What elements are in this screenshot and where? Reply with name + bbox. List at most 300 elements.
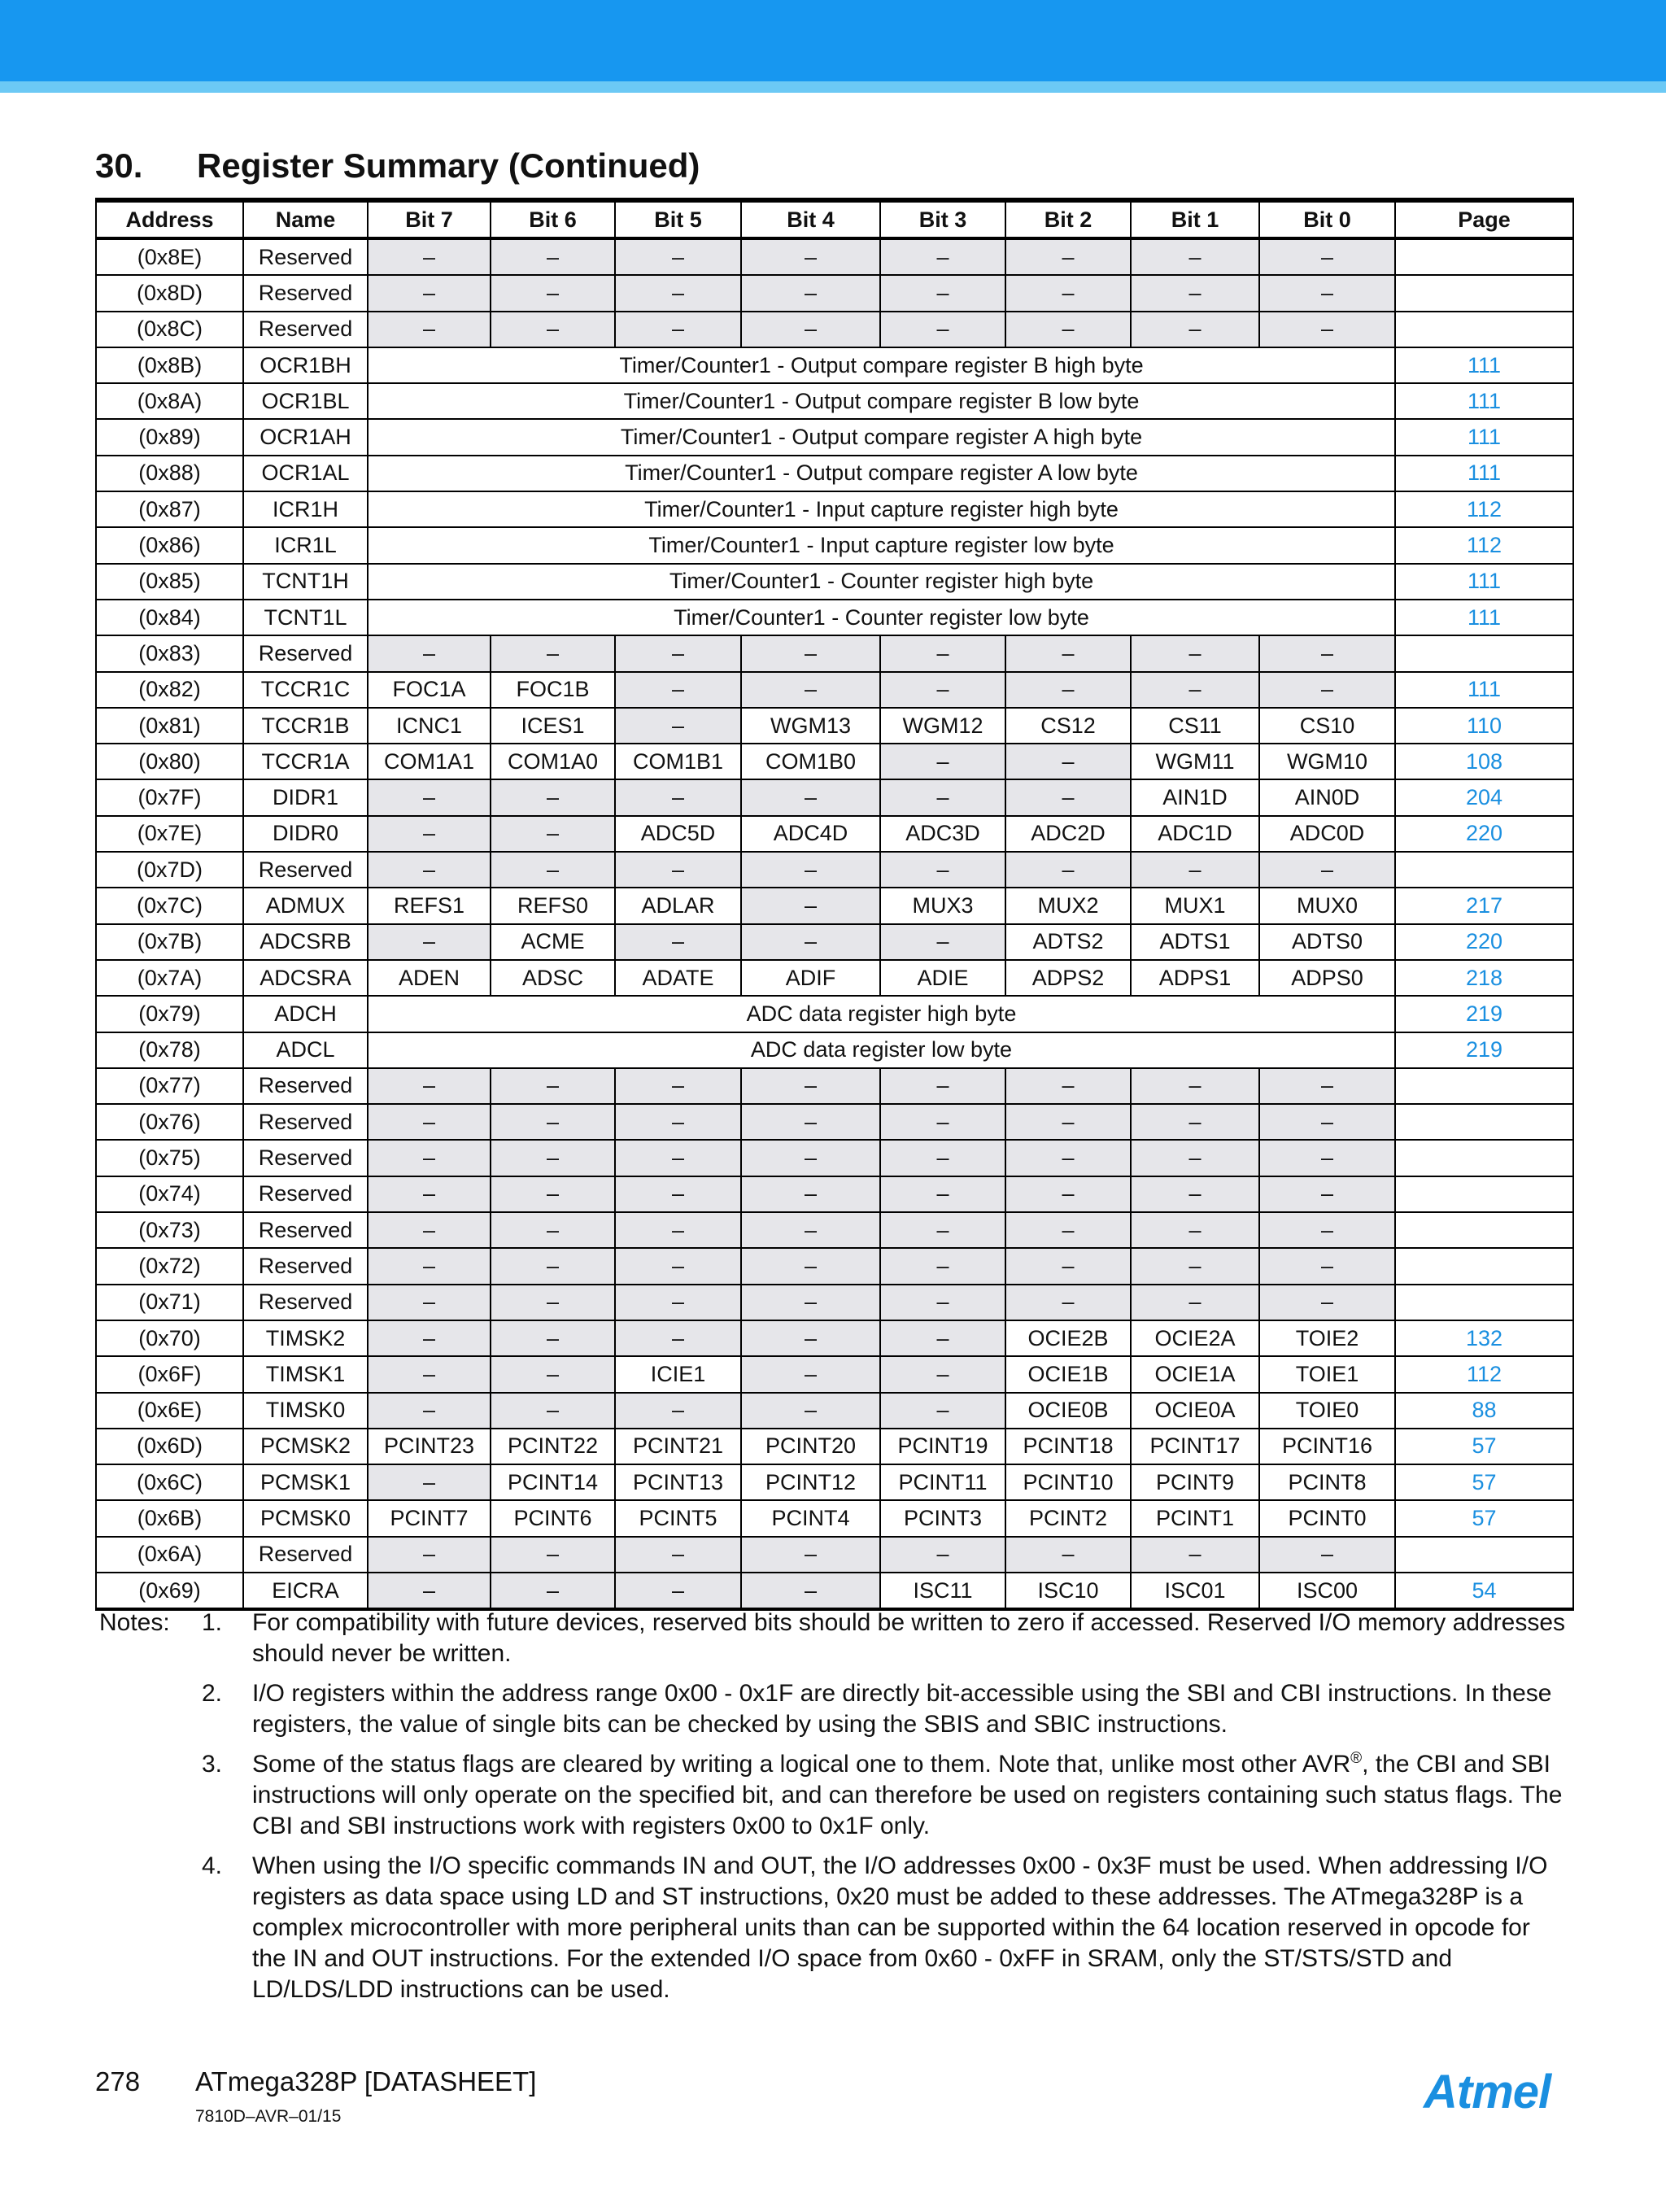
document-id: 7810D–AVR–01/15 bbox=[195, 2107, 342, 2126]
cell-page-link[interactable]: 110 bbox=[1395, 708, 1573, 744]
cell-bit3: – bbox=[880, 1140, 1005, 1176]
cell-name: ADCSRA bbox=[243, 960, 368, 996]
cell-name: OCR1BL bbox=[243, 383, 368, 419]
cell-bit7: PCINT23 bbox=[368, 1429, 491, 1464]
cell-bit2: – bbox=[1005, 1537, 1131, 1573]
cell-bit2: ISC10 bbox=[1005, 1573, 1131, 1609]
cell-bit5: – bbox=[615, 1285, 741, 1320]
cell-bit2: OCIE0B bbox=[1005, 1393, 1131, 1429]
cell-name: Reserved bbox=[243, 1140, 368, 1176]
cell-page-link[interactable]: 112 bbox=[1395, 1356, 1573, 1392]
cell-bit1: OCIE2A bbox=[1131, 1320, 1259, 1356]
cell-bit1: OCIE1A bbox=[1131, 1356, 1259, 1392]
cell-bit4: PCINT4 bbox=[741, 1500, 880, 1536]
table-row bbox=[96, 1248, 1573, 1284]
cell-bit5: – bbox=[615, 1104, 741, 1140]
cell-page-link[interactable]: 220 bbox=[1395, 924, 1573, 960]
cell-bit6: – bbox=[491, 238, 615, 275]
cell-address: (0x8C) bbox=[96, 312, 243, 347]
cell-page-link[interactable]: 111 bbox=[1395, 419, 1573, 455]
cell-address: (0x82) bbox=[96, 672, 243, 708]
cell-address: (0x87) bbox=[96, 491, 243, 527]
cell-name: OCR1BH bbox=[243, 347, 368, 383]
section-number: 30. bbox=[95, 146, 143, 185]
cell-bit7: – bbox=[368, 1176, 491, 1212]
cell-bit7: – bbox=[368, 635, 491, 671]
cell-name: PCMSK0 bbox=[243, 1500, 368, 1536]
cell-bit7: – bbox=[368, 1104, 491, 1140]
table-row bbox=[96, 1356, 1573, 1392]
cell-bit2: PCINT10 bbox=[1005, 1464, 1131, 1500]
cell-bit7: – bbox=[368, 1573, 491, 1609]
cell-bit4: – bbox=[741, 1320, 880, 1356]
cell-description: Timer/Counter1 - Input capture register low byte bbox=[368, 527, 1395, 563]
cell-bit4: – bbox=[741, 1176, 880, 1212]
cell-address: (0x6E) bbox=[96, 1393, 243, 1429]
cell-address: (0x8B) bbox=[96, 347, 243, 383]
cell-name: ADCL bbox=[243, 1032, 368, 1068]
cell-bit4: – bbox=[741, 1356, 880, 1392]
note-text-cont: , the CBI and SBI instructions will only operate on the specified bit, and can therefore be used on registers containing such status flags. The CBI and SBI instructions work with registers 0x00 to 0x1F only. bbox=[252, 1751, 1563, 1839]
cell-bit2: MUX2 bbox=[1005, 888, 1131, 923]
cell-page-link[interactable]: 111 bbox=[1395, 564, 1573, 600]
cell-bit3: – bbox=[880, 1212, 1005, 1248]
cell-name: Reserved bbox=[243, 1068, 368, 1104]
cell-bit3: PCINT19 bbox=[880, 1429, 1005, 1464]
cell-bit1: PCINT9 bbox=[1131, 1464, 1259, 1500]
cell-bit6: ADSC bbox=[491, 960, 615, 996]
cell-bit1: – bbox=[1131, 1104, 1259, 1140]
cell-bit2: ADPS2 bbox=[1005, 960, 1131, 996]
col-header-bit1: Bit 1 bbox=[1131, 200, 1259, 238]
cell-bit6: – bbox=[491, 1068, 615, 1104]
cell-bit5: – bbox=[615, 635, 741, 671]
cell-bit1: – bbox=[1131, 852, 1259, 888]
cell-bit4: – bbox=[741, 312, 880, 347]
cell-page-link[interactable]: 111 bbox=[1395, 383, 1573, 419]
cell-address: (0x7E) bbox=[96, 816, 243, 852]
cell-address: (0x73) bbox=[96, 1212, 243, 1248]
cell-bit0: – bbox=[1259, 1068, 1395, 1104]
cell-bit6: – bbox=[491, 275, 615, 311]
cell-bit3: – bbox=[880, 1285, 1005, 1320]
cell-bit4: PCINT20 bbox=[741, 1429, 880, 1464]
cell-bit6: FOC1B bbox=[491, 672, 615, 708]
cell-bit0: – bbox=[1259, 1104, 1395, 1140]
cell-bit3: ISC11 bbox=[880, 1573, 1005, 1609]
cell-bit1: ADC1D bbox=[1131, 816, 1259, 852]
cell-address: (0x79) bbox=[96, 996, 243, 1032]
note-number: 1. bbox=[202, 1609, 223, 1636]
note-text: I/O registers within the address range 0x00 - 0x1F are directly bit-accessible using the SBI and CBI instructions. In these registers, the value of single bits can be checked by using the SBIS and SBIC instructions. bbox=[252, 1680, 1552, 1738]
cell-bit3: – bbox=[880, 635, 1005, 671]
cell-bit4: – bbox=[741, 852, 880, 888]
cell-address: (0x7C) bbox=[96, 888, 243, 923]
cell-address: (0x77) bbox=[96, 1068, 243, 1104]
cell-page-link[interactable]: 111 bbox=[1395, 672, 1573, 708]
cell-bit4: – bbox=[741, 924, 880, 960]
cell-bit0: – bbox=[1259, 1537, 1395, 1573]
section-title: Register Summary (Continued) bbox=[197, 146, 700, 185]
cell-description: Timer/Counter1 - Input capture register high byte bbox=[368, 491, 1395, 527]
cell-page-link[interactable]: 57 bbox=[1395, 1464, 1573, 1500]
cell-bit6: – bbox=[491, 1537, 615, 1573]
table-row bbox=[96, 347, 1573, 383]
cell-bit7: – bbox=[368, 1356, 491, 1392]
cell-name: DIDR1 bbox=[243, 779, 368, 815]
cell-name: TCCR1C bbox=[243, 672, 368, 708]
document-title: ATmega328P [DATASHEET] bbox=[195, 2066, 537, 2096]
cell-bit4: – bbox=[741, 1573, 880, 1609]
cell-bit7: ADEN bbox=[368, 960, 491, 996]
cell-bit4: ADC4D bbox=[741, 816, 880, 852]
col-header-address: Address bbox=[96, 200, 243, 238]
cell-bit5: – bbox=[615, 852, 741, 888]
cell-bit0: – bbox=[1259, 1248, 1395, 1284]
cell-bit6: PCINT6 bbox=[491, 1500, 615, 1536]
cell-bit6: PCINT22 bbox=[491, 1429, 615, 1464]
cell-bit7: – bbox=[368, 1537, 491, 1573]
cell-bit5: – bbox=[615, 1248, 741, 1284]
cell-bit0: PCINT0 bbox=[1259, 1500, 1395, 1536]
cell-bit7: – bbox=[368, 1068, 491, 1104]
cell-address: (0x86) bbox=[96, 527, 243, 563]
cell-bit3: – bbox=[880, 1104, 1005, 1140]
col-header-bit7: Bit 7 bbox=[368, 200, 491, 238]
cell-bit1: WGM11 bbox=[1131, 744, 1259, 779]
cell-bit7: – bbox=[368, 1248, 491, 1284]
cell-description: Timer/Counter1 - Output compare register A high byte bbox=[368, 419, 1395, 455]
cell-address: (0x7F) bbox=[96, 779, 243, 815]
cell-bit0: – bbox=[1259, 672, 1395, 708]
cell-bit1: – bbox=[1131, 1068, 1259, 1104]
cell-bit0: – bbox=[1259, 1140, 1395, 1176]
cell-bit6: – bbox=[491, 1573, 615, 1609]
cell-bit4: – bbox=[741, 1212, 880, 1248]
table-row bbox=[96, 1104, 1573, 1140]
table-row bbox=[96, 1068, 1573, 1104]
cell-bit1: – bbox=[1131, 238, 1259, 275]
cell-bit2: – bbox=[1005, 312, 1131, 347]
cell-description: Timer/Counter1 - Output compare register B high byte bbox=[368, 347, 1395, 383]
cell-name: DIDR0 bbox=[243, 816, 368, 852]
cell-bit1: – bbox=[1131, 1537, 1259, 1573]
cell-bit3: – bbox=[880, 1320, 1005, 1356]
cell-page-link[interactable]: 220 bbox=[1395, 816, 1573, 852]
cell-page-link[interactable]: 219 bbox=[1395, 996, 1573, 1032]
cell-bit6: – bbox=[491, 1176, 615, 1212]
cell-page-link[interactable]: 54 bbox=[1395, 1573, 1573, 1609]
cell-bit3: ADC3D bbox=[880, 816, 1005, 852]
cell-address: (0x8E) bbox=[96, 238, 243, 275]
cell-bit4: – bbox=[741, 275, 880, 311]
cell-address: (0x89) bbox=[96, 419, 243, 455]
cell-page-link[interactable]: 57 bbox=[1395, 1429, 1573, 1464]
cell-bit7: COM1A1 bbox=[368, 744, 491, 779]
cell-bit6: – bbox=[491, 1393, 615, 1429]
cell-name: PCMSK2 bbox=[243, 1429, 368, 1464]
cell-name: ICR1L bbox=[243, 527, 368, 563]
note-number: 2. bbox=[202, 1680, 223, 1707]
cell-bit4: – bbox=[741, 888, 880, 923]
cell-page-link[interactable]: 111 bbox=[1395, 347, 1573, 383]
cell-bit3: – bbox=[880, 238, 1005, 275]
cell-page-link[interactable]: 111 bbox=[1395, 456, 1573, 491]
cell-bit5: – bbox=[615, 238, 741, 275]
cell-bit3: – bbox=[880, 312, 1005, 347]
table-header-row bbox=[96, 200, 1573, 238]
cell-bit6: – bbox=[491, 1248, 615, 1284]
cell-page-link bbox=[1395, 1212, 1573, 1248]
cell-bit7: REFS1 bbox=[368, 888, 491, 923]
cell-bit0: ADC0D bbox=[1259, 816, 1395, 852]
cell-bit2: – bbox=[1005, 1176, 1131, 1212]
cell-bit5: – bbox=[615, 708, 741, 744]
cell-name: TCCR1A bbox=[243, 744, 368, 779]
cell-bit1: ISC01 bbox=[1131, 1573, 1259, 1609]
cell-bit2: – bbox=[1005, 744, 1131, 779]
cell-bit2: – bbox=[1005, 1104, 1131, 1140]
cell-bit1: PCINT17 bbox=[1131, 1429, 1259, 1464]
cell-bit5: ADC5D bbox=[615, 816, 741, 852]
cell-name: ADCSRB bbox=[243, 924, 368, 960]
note-item bbox=[202, 1851, 1568, 2005]
cell-bit3: WGM12 bbox=[880, 708, 1005, 744]
cell-bit3: – bbox=[880, 1393, 1005, 1429]
cell-address: (0x72) bbox=[96, 1248, 243, 1284]
cell-description: Timer/Counter1 - Counter register low byte bbox=[368, 600, 1395, 635]
cell-name: Reserved bbox=[243, 635, 368, 671]
table-body bbox=[96, 238, 1573, 1609]
cell-bit4: – bbox=[741, 779, 880, 815]
cell-page-link bbox=[1395, 275, 1573, 311]
table-row bbox=[96, 564, 1573, 600]
cell-bit2: PCINT2 bbox=[1005, 1500, 1131, 1536]
cell-description: ADC data register low byte bbox=[368, 1032, 1395, 1068]
cell-page-link bbox=[1395, 1068, 1573, 1104]
cell-bit4: – bbox=[741, 635, 880, 671]
cell-bit5: – bbox=[615, 1393, 741, 1429]
cell-bit5: ADLAR bbox=[615, 888, 741, 923]
cell-bit3: – bbox=[880, 1248, 1005, 1284]
cell-address: (0x81) bbox=[96, 708, 243, 744]
col-header-bit3: Bit 3 bbox=[880, 200, 1005, 238]
cell-bit7: – bbox=[368, 924, 491, 960]
cell-bit1: CS11 bbox=[1131, 708, 1259, 744]
cell-bit0: AIN0D bbox=[1259, 779, 1395, 815]
note-item bbox=[202, 1678, 1568, 1740]
note-number: 3. bbox=[202, 1751, 223, 1778]
cell-bit0: MUX0 bbox=[1259, 888, 1395, 923]
table-row bbox=[96, 1032, 1573, 1068]
cell-bit5: – bbox=[615, 924, 741, 960]
table-row bbox=[96, 1285, 1573, 1320]
cell-address: (0x6D) bbox=[96, 1429, 243, 1464]
cell-bit0: TOIE1 bbox=[1259, 1356, 1395, 1392]
cell-page-link bbox=[1395, 1537, 1573, 1573]
cell-bit3: MUX3 bbox=[880, 888, 1005, 923]
cell-bit4: – bbox=[741, 1393, 880, 1429]
cell-bit7: PCINT7 bbox=[368, 1500, 491, 1536]
table-row bbox=[96, 1140, 1573, 1176]
cell-page-link[interactable]: 112 bbox=[1395, 491, 1573, 527]
cell-name: Reserved bbox=[243, 1537, 368, 1573]
cell-bit6: COM1A0 bbox=[491, 744, 615, 779]
cell-bit5: – bbox=[615, 1176, 741, 1212]
cell-bit4: PCINT12 bbox=[741, 1464, 880, 1500]
cell-page-link[interactable]: 112 bbox=[1395, 527, 1573, 563]
note-number: 4. bbox=[202, 1852, 223, 1879]
cell-address: (0x8A) bbox=[96, 383, 243, 419]
cell-bit7: – bbox=[368, 779, 491, 815]
col-header-bit5: Bit 5 bbox=[615, 200, 741, 238]
table-row bbox=[96, 816, 1573, 852]
cell-bit0: ISC00 bbox=[1259, 1573, 1395, 1609]
cell-address: (0x6B) bbox=[96, 1500, 243, 1536]
cell-page-link[interactable]: 204 bbox=[1395, 779, 1573, 815]
cell-bit6: REFS0 bbox=[491, 888, 615, 923]
cell-name: EICRA bbox=[243, 1573, 368, 1609]
table-row bbox=[96, 852, 1573, 888]
cell-bit5: – bbox=[615, 779, 741, 815]
cell-bit4: – bbox=[741, 1537, 880, 1573]
cell-name: PCMSK1 bbox=[243, 1464, 368, 1500]
cell-bit2: – bbox=[1005, 275, 1131, 311]
cell-name: Reserved bbox=[243, 1104, 368, 1140]
cell-address: (0x7B) bbox=[96, 924, 243, 960]
cell-name: Reserved bbox=[243, 312, 368, 347]
cell-bit1: – bbox=[1131, 312, 1259, 347]
table-row bbox=[96, 456, 1573, 491]
cell-bit6: – bbox=[491, 816, 615, 852]
cell-name: ICR1H bbox=[243, 491, 368, 527]
cell-bit4: – bbox=[741, 1248, 880, 1284]
cell-bit2: – bbox=[1005, 779, 1131, 815]
cell-bit3: PCINT3 bbox=[880, 1500, 1005, 1536]
cell-address: (0x74) bbox=[96, 1176, 243, 1212]
cell-bit0: – bbox=[1259, 1285, 1395, 1320]
cell-bit6: PCINT14 bbox=[491, 1464, 615, 1500]
cell-bit0: – bbox=[1259, 852, 1395, 888]
cell-page-link[interactable]: 218 bbox=[1395, 960, 1573, 996]
table-row bbox=[96, 383, 1573, 419]
cell-bit6: – bbox=[491, 852, 615, 888]
cell-page-link bbox=[1395, 852, 1573, 888]
cell-name: Reserved bbox=[243, 852, 368, 888]
table-row bbox=[96, 275, 1573, 311]
cell-bit4: – bbox=[741, 1068, 880, 1104]
col-header-bit4: Bit 4 bbox=[741, 200, 880, 238]
cell-page-link[interactable]: 219 bbox=[1395, 1032, 1573, 1068]
cell-bit0: WGM10 bbox=[1259, 744, 1395, 779]
cell-bit2: – bbox=[1005, 672, 1131, 708]
cell-bit1: – bbox=[1131, 1212, 1259, 1248]
cell-bit7: ICNC1 bbox=[368, 708, 491, 744]
cell-bit0: PCINT16 bbox=[1259, 1429, 1395, 1464]
atmel-logo: Atmel bbox=[1424, 2066, 1551, 2118]
table-row bbox=[96, 1537, 1573, 1573]
cell-bit4: ADIF bbox=[741, 960, 880, 996]
cell-page-link bbox=[1395, 1248, 1573, 1284]
table-row bbox=[96, 635, 1573, 671]
cell-bit4: – bbox=[741, 672, 880, 708]
cell-page-link[interactable]: 108 bbox=[1395, 744, 1573, 779]
cell-bit5: – bbox=[615, 1140, 741, 1176]
cell-bit4: – bbox=[741, 1140, 880, 1176]
cell-bit2: – bbox=[1005, 238, 1131, 275]
cell-address: (0x6F) bbox=[96, 1356, 243, 1392]
cell-address: (0x85) bbox=[96, 564, 243, 600]
cell-name: Reserved bbox=[243, 238, 368, 275]
cell-bit2: ADC2D bbox=[1005, 816, 1131, 852]
cell-address: (0x78) bbox=[96, 1032, 243, 1068]
cell-address: (0x6A) bbox=[96, 1537, 243, 1573]
cell-bit5: ICIE1 bbox=[615, 1356, 741, 1392]
cell-page-link bbox=[1395, 635, 1573, 671]
table-row bbox=[96, 1176, 1573, 1212]
cell-bit2: OCIE2B bbox=[1005, 1320, 1131, 1356]
cell-bit4: – bbox=[741, 1104, 880, 1140]
table-row bbox=[96, 491, 1573, 527]
cell-page-link[interactable]: 132 bbox=[1395, 1320, 1573, 1356]
cell-page-link bbox=[1395, 238, 1573, 275]
cell-bit7: – bbox=[368, 1320, 491, 1356]
cell-name: ADCH bbox=[243, 996, 368, 1032]
cell-bit0: TOIE2 bbox=[1259, 1320, 1395, 1356]
table-row bbox=[96, 779, 1573, 815]
cell-bit7: – bbox=[368, 238, 491, 275]
cell-bit5: – bbox=[615, 312, 741, 347]
table-row bbox=[96, 1320, 1573, 1356]
cell-page-link[interactable]: 217 bbox=[1395, 888, 1573, 923]
cell-bit3: – bbox=[880, 744, 1005, 779]
cell-bit7: – bbox=[368, 1212, 491, 1248]
table-row bbox=[96, 1429, 1573, 1464]
cell-bit7: – bbox=[368, 312, 491, 347]
col-header-bit0: Bit 0 bbox=[1259, 200, 1395, 238]
cell-bit6: – bbox=[491, 1140, 615, 1176]
cell-page-link[interactable]: 88 bbox=[1395, 1393, 1573, 1429]
cell-bit3: – bbox=[880, 1176, 1005, 1212]
cell-bit3: – bbox=[880, 924, 1005, 960]
cell-page-link bbox=[1395, 1104, 1573, 1140]
cell-bit6: – bbox=[491, 1285, 615, 1320]
cell-bit2: – bbox=[1005, 1248, 1131, 1284]
cell-name: Reserved bbox=[243, 1248, 368, 1284]
cell-address: (0x83) bbox=[96, 635, 243, 671]
cell-bit2: ADTS2 bbox=[1005, 924, 1131, 960]
cell-page-link[interactable]: 111 bbox=[1395, 600, 1573, 635]
cell-bit0: TOIE0 bbox=[1259, 1393, 1395, 1429]
table-row bbox=[96, 960, 1573, 996]
cell-name: Reserved bbox=[243, 1176, 368, 1212]
cell-bit7: – bbox=[368, 275, 491, 311]
table-row bbox=[96, 312, 1573, 347]
cell-address: (0x71) bbox=[96, 1285, 243, 1320]
cell-address: (0x69) bbox=[96, 1573, 243, 1609]
table-row bbox=[96, 708, 1573, 744]
table-row bbox=[96, 1573, 1573, 1609]
cell-bit7: – bbox=[368, 852, 491, 888]
cell-page-link bbox=[1395, 312, 1573, 347]
cell-bit1: – bbox=[1131, 672, 1259, 708]
cell-address: (0x70) bbox=[96, 1320, 243, 1356]
cell-bit2: – bbox=[1005, 1068, 1131, 1104]
table-row bbox=[96, 600, 1573, 635]
cell-bit2: CS12 bbox=[1005, 708, 1131, 744]
cell-page-link[interactable]: 57 bbox=[1395, 1500, 1573, 1536]
cell-bit6: – bbox=[491, 1320, 615, 1356]
